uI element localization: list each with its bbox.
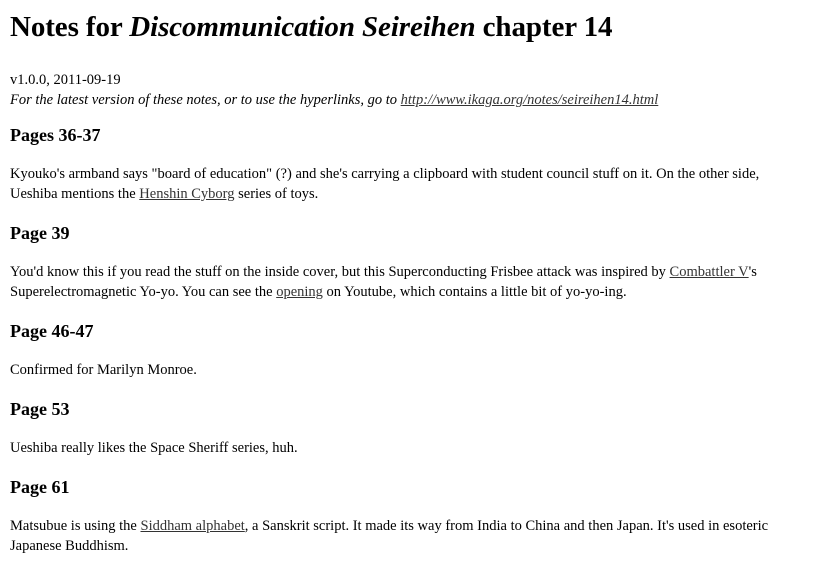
section-heading-page-61: Page 61	[10, 477, 70, 497]
section-heading-page-46-47: Page 46-47	[10, 321, 94, 341]
note-text: Matsubue is using the	[10, 518, 141, 534]
note-text: series of toys.	[234, 186, 319, 202]
note-page-53: Ueshiba really likes the Space Sheriff series, huh.	[10, 440, 298, 456]
note-page-39	[10, 262, 801, 302]
note-text: , a Sanskrit script. It made its way from India to China and then Japan. It's used in esoteric Japanese Buddhism.	[10, 518, 769, 554]
siddham-alphabet-link[interactable]: Siddham alphabet	[140, 518, 245, 534]
note-page-61	[10, 516, 801, 556]
note-text: 's Superelectromagnetic Yo-yo. You can see the	[10, 264, 757, 300]
note-text: Kyouko's armband says "board of education" (?) and she's carrying a clipboard with student council stuff on it. On the other side, Ueshiba mentions the	[10, 166, 760, 202]
version-info	[10, 70, 801, 110]
henshin-cyborg-link[interactable]: Henshin Cyborg	[139, 186, 235, 202]
note-text: You'd know this if you read the stuff on the inside cover, but this Superconducting Frisbee attack was inspired by	[10, 264, 670, 280]
hint-text: For the latest version of these notes, or to use the hyperlinks, go to	[10, 92, 401, 108]
page-title	[10, 10, 801, 44]
note-page-46-47: Confirmed for Marilyn Monroe.	[10, 362, 197, 378]
section-heading-page-53: Page 53	[10, 399, 70, 419]
note-pages-36-37	[10, 164, 801, 204]
title-work: Discommunication Seireihen	[129, 11, 476, 43]
title-suffix: chapter 14	[475, 11, 613, 43]
opening-link[interactable]: opening	[276, 284, 323, 300]
combattler-v-link[interactable]: Combattler V	[669, 264, 749, 280]
version-text: v1.0.0, 2011-09-19	[10, 72, 121, 88]
notes-url-link[interactable]: http://www.ikaga.org/notes/seireihen14.html	[400, 92, 659, 108]
title-prefix: Notes for	[10, 11, 130, 43]
section-heading-page-39: Page 39	[10, 223, 70, 243]
note-text: on Youtube, which contains a little bit of yo-yo-ing.	[322, 284, 627, 300]
latest-version-hint	[10, 90, 801, 110]
section-heading-pages-36-37: Pages 36-37	[10, 125, 101, 145]
